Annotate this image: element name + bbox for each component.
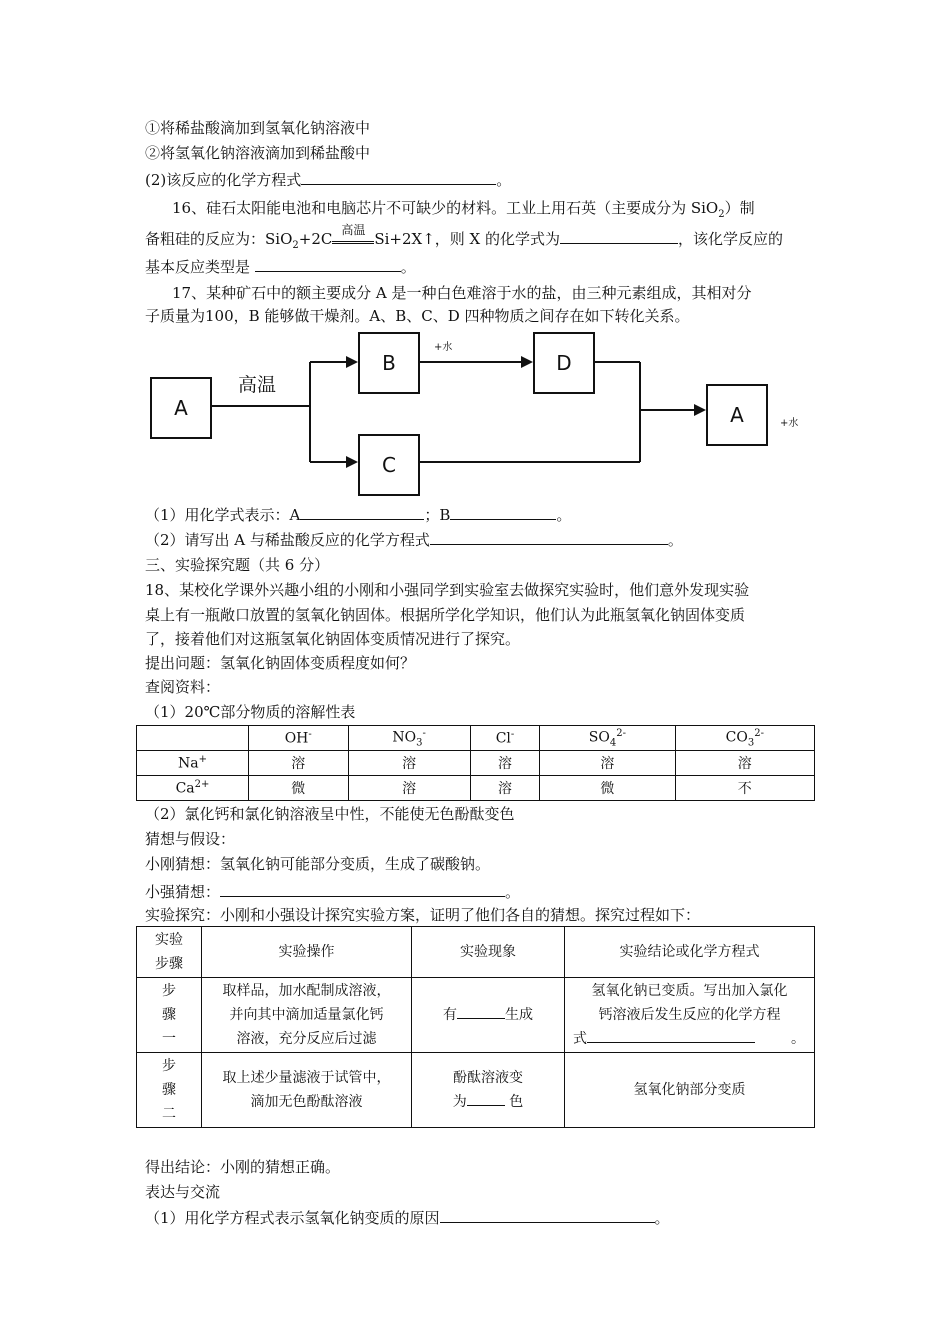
- q18-line1: 18、某校化学课外兴趣小组的小刚和小强同学到实验室去做探究实验时，他们意外发现实验: [145, 581, 750, 599]
- conclusion: 得出结论：小刚的猜想正确。: [145, 1158, 341, 1176]
- blank[interactable]: [440, 1207, 655, 1223]
- q16-line1: 16、硅石太阳能电池和电脑芯片不可缺少的材料。工业上用石英（主要成分为 SiO$_2$）制: [172, 199, 755, 220]
- q16-line3: 基本反应类型是 。: [145, 258, 416, 276]
- cell: 溶: [540, 751, 675, 776]
- step-1: 步 骤 一: [137, 978, 202, 1053]
- q17-line1: 17、某种矿石中的额主要成分 A 是一种白色难溶于水的盐，由三种元素组成，其相对分: [172, 284, 752, 302]
- water-label-1: +水: [434, 342, 453, 353]
- q15-equation: (2)该反应的化学方程式 。: [145, 171, 512, 189]
- q17-line2: 子质量为100，B 能够做干燥剂。A、B、C、D 四种物质之间存在如下转化关系。: [145, 307, 690, 325]
- blank[interactable]: [457, 1003, 505, 1019]
- anion-oh: OH-: [249, 726, 349, 751]
- step-1-conclusion: 氢氧化钠已变质。写出加入氯化 钙溶液后发生反应的化学方程 式 。: [565, 978, 815, 1053]
- table-row: [137, 776, 815, 801]
- option-2: ②将氢氧化钠溶液滴加到稀盐酸中: [145, 144, 371, 162]
- cell: 溶: [249, 751, 349, 776]
- cell: 溶: [348, 751, 470, 776]
- section-3-title: 三、实验探究题（共 6 分）: [145, 556, 330, 574]
- blank[interactable]: [587, 1027, 755, 1043]
- cation-na: Na+: [137, 751, 249, 776]
- step-2: 步 骤 二: [137, 1053, 202, 1128]
- blank[interactable]: [467, 1090, 505, 1106]
- xiaoqiang-guess: 小强猜想： 。: [145, 883, 521, 901]
- cell: 微: [540, 776, 675, 801]
- xiaogang-guess: 小刚猜想：氢氧化钠可能部分变质，生成了碳酸钠。: [145, 855, 491, 873]
- blank[interactable]: [300, 504, 424, 520]
- experiment-table: [136, 926, 815, 1128]
- solubility-caption: （1）20℃部分物质的溶解性表: [145, 703, 356, 721]
- header-operation: 实验操作: [202, 927, 412, 978]
- node-c: C: [358, 434, 420, 496]
- q17-sub1: （1）用化学式表示：A ；B 。: [145, 506, 572, 524]
- step-2-operation: 取上述少量滤液于试管中， 滴加无色酚酞溶液: [202, 1053, 412, 1128]
- node-a: A: [150, 377, 212, 439]
- step-1-phenomenon: 有 生成: [412, 978, 565, 1053]
- q17-sub2: （2）请写出 A 与稀盐酸反应的化学方程式 。: [145, 531, 683, 549]
- hypothesis-title: 猜想与假设：: [145, 830, 236, 848]
- step-1-operation: 取样品，加水配制成溶液， 并向其中滴加适量氯化钙 溶液，充分反应后过滤: [202, 978, 412, 1053]
- step-2-conclusion: 氢氧化钠部分变质: [565, 1053, 815, 1128]
- blank[interactable]: [450, 504, 556, 520]
- header-phenomenon: 实验现象: [412, 927, 565, 978]
- blank[interactable]: [220, 881, 505, 897]
- header-step: 实验 步骤: [137, 927, 202, 978]
- node-b: B: [358, 332, 420, 394]
- table-row: [137, 978, 815, 1053]
- reaction-condition: 高温: [332, 229, 374, 249]
- anion-no3: $NO_3^-$: [348, 726, 470, 751]
- cell: 溶: [348, 776, 470, 801]
- q18-line3: 了，接着他们对这瓶氢氧化钠固体变质情况进行了探究。: [145, 630, 521, 648]
- exp-intro: 实验探究：小刚和小强设计探究实验方案，证明了他们各自的猜想。探究过程如下：: [145, 906, 701, 924]
- q16-line2: 备粗硅的反应为：SiO$_2$+2C 高温 Si+2X↑，则 X 的化学式为 ，该化学反应的: [145, 223, 784, 251]
- step-2-phenomenon: 酚酞溶液变 为 色: [412, 1053, 565, 1128]
- cell: 溶: [470, 776, 539, 801]
- q18-question: 提出问题：氢氧化钠固体变质程度如何？: [145, 654, 416, 672]
- option-1: ①将稀盐酸滴加到氢氧化钠溶液中: [145, 119, 371, 137]
- cell: 溶: [675, 751, 814, 776]
- q18-refs: 查阅资料：: [145, 678, 221, 696]
- solubility-table: [136, 725, 815, 801]
- cation-ca: $Ca^{2+}$: [137, 776, 249, 801]
- anion-cl: Cl-: [470, 726, 539, 751]
- condition-label: 高温: [238, 374, 277, 396]
- expression-q1: （1）用化学方程式表示氢氧化钠变质的原因 。: [145, 1209, 670, 1227]
- expression-title: 表达与交流: [145, 1183, 221, 1201]
- q18-line2: 桌上有一瓶敞口放置的氢氧化钠固体。根据所学化学知识，他们认为此瓶氢氧化钠固体变质: [145, 606, 746, 624]
- cell: 溶: [470, 751, 539, 776]
- water-label-2: +水: [780, 418, 799, 429]
- ref-2: （2）氯化钙和氯化钠溶液呈中性，不能使无色酚酞变色: [145, 805, 515, 823]
- header-conclusion: 实验结论或化学方程式: [565, 927, 815, 978]
- corner-cell: [137, 726, 249, 751]
- node-d: D: [533, 332, 595, 394]
- cell: 不: [675, 776, 814, 801]
- cell: 微: [249, 776, 349, 801]
- anion-so4: $SO_4^{2-}$: [540, 726, 675, 751]
- anion-co3: $CO_3^{2-}$: [675, 726, 814, 751]
- blank[interactable]: [430, 529, 668, 545]
- table-row: [137, 1053, 815, 1128]
- table-row: [137, 751, 815, 776]
- node-a-product: A: [706, 384, 768, 446]
